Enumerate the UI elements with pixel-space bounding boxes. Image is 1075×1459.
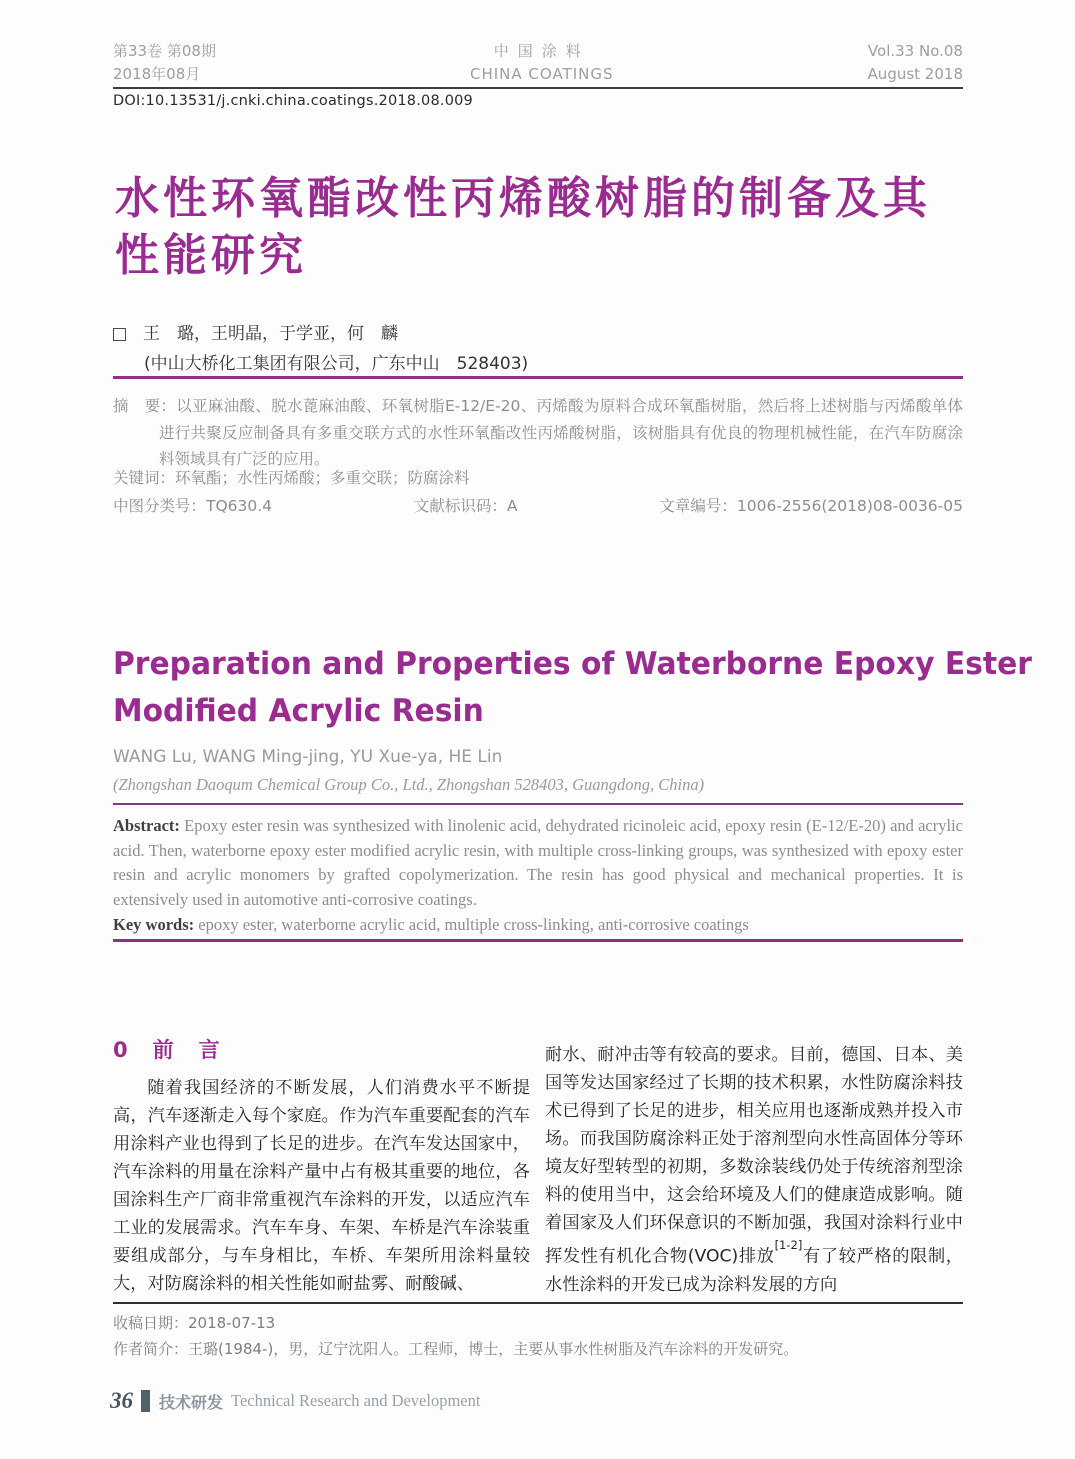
footer-section-cn: 技术研发	[159, 1392, 224, 1412]
keywords-cn-text: 环氧酯；水性丙烯酸；多重交联；防腐涂料	[175, 469, 470, 487]
article-title-cn	[115, 170, 995, 284]
abstract-en-label: Abstract:	[113, 816, 180, 835]
article-number: 文章编号：1006-2556(2018)08-0036-05	[659, 497, 963, 515]
keywords-en-label: Key words:	[113, 915, 195, 934]
authors-en: WANG Lu, WANG Ming-jing, YU Xue-ya, HE Lin	[113, 747, 503, 767]
divider-under-keywords	[113, 939, 963, 942]
header-left	[113, 40, 216, 86]
footnote-divider	[113, 1302, 963, 1304]
body-column-right	[545, 1041, 963, 1299]
article-title-en	[113, 641, 1032, 735]
divider-under-authors	[113, 376, 963, 379]
citation-ref-marker: [1-2]	[774, 1238, 803, 1252]
abstract-en-text: Epoxy ester resin was synthesized with linolenic acid, dehydrated ricinoleic acid, epoxy resin (E-12/E-20) and acrylic acid. Then, waterborne epoxy ester modified acrylic resin, with multiple cross-linking groups, was synthesized with epoxy ester resin and acrylic monomers by grafted copolymerization. The resin has good physical and mechanical properties. It is extensively used in automotive anti-corrosive coatings.	[113, 816, 963, 909]
date-cn: 2018年08月	[113, 65, 201, 83]
page-header	[113, 40, 963, 86]
affiliation-en: (Zhongshan Daoqum Chemical Group Co., Ltd., Zhongshan 528403, Guangdong, China)	[113, 775, 705, 794]
footer-divider-bar	[141, 1390, 150, 1412]
abstract-cn-label: 摘 要：	[113, 397, 177, 415]
received-date-note: 收稿日期：2018-07-13	[113, 1314, 276, 1332]
keywords-cn-label: 关键词：	[113, 469, 176, 487]
journal-title-en: CHINA COATINGS	[470, 65, 614, 83]
intro-paragraph-right-text: 耐水、耐冲击等有较高的要求。目前，德国、日本、美国等发达国家经过了长期的技术积累，水性防腐涂料技术已得到了长足的进步，相关应用也逐渐成熟并投入市场。而我国防腐涂料正处于溶剂型向水性高固体分等环境友好型转型的初期，多数涂装线仍处于传统溶剂型涂料的使用当中，这会给环境及人们的健康造成影响。随着国家及人们环保意识的不断加强，我国对涂料行业中挥发性有机化合物(VOC)排放	[545, 1045, 963, 1267]
body-column-left	[113, 1036, 530, 1298]
footer-section-en: Technical Research and Development	[231, 1391, 481, 1410]
intro-paragraph-left: 随着我国经济的不断发展，人们消费水平不断提高，汽车逐渐走入每个家庭。作为汽车重要配套的汽车用涂料产业也得到了长足的进步。在汽车发达国家中，汽车涂料的用量在涂料产量中占有极其重要的地位，各国涂料生产厂商非常重视汽车涂料的开发，以适应汽车工业的发展需求。汽车车身、车架、车桥是汽车涂装重要组成部分，与车身相比，车桥、车架所用涂料量较大，对防腐涂料的相关性能如耐盐雾、耐酸碱、	[113, 1078, 530, 1294]
intro-paragraph-right-text-after: 有了较严格的限制，水性涂料的开发已成为涂料发展的方向	[545, 1246, 963, 1295]
article-title-cn-line1: 水性环氧酯改性丙烯酸树脂的制备及其	[115, 173, 931, 224]
abstract-en	[113, 814, 963, 912]
keywords-en	[113, 915, 749, 935]
author-marker-icon	[113, 328, 126, 341]
authors-row	[113, 321, 528, 348]
divider-under-affiliation	[113, 803, 963, 805]
header-center	[470, 40, 614, 86]
header-divider	[113, 87, 963, 89]
authors-block	[113, 321, 528, 378]
page-number: 36	[110, 1388, 133, 1413]
article-title-en-line2: Modified Acrylic Resin	[113, 693, 484, 729]
affiliation-cn: (中山大桥化工集团有限公司，广东中山 528403)	[144, 354, 529, 374]
document-code: 文献标识码：A	[413, 497, 518, 515]
clc-number: 中图分类号：TQ630.4	[113, 497, 273, 515]
keywords-en-text: epoxy ester, waterborne acrylic acid, multiple cross-linking, anti-corrosive coatings	[194, 915, 749, 934]
volume-info-en: Vol.33 No.08	[867, 42, 963, 60]
doi-text: DOI:10.13531/j.cnki.china.coatings.2018.08.009	[113, 93, 473, 109]
abstract-cn	[113, 393, 963, 473]
authors-cn: 王 璐，王明晶，于学亚，何 麟	[143, 324, 398, 344]
volume-info-cn: 第33卷 第08期	[113, 42, 216, 60]
abstract-cn-text: 以亚麻油酸、脱水蓖麻油酸、环氧树脂E-12/E-20、丙烯酸为原料合成环氧酯树脂，然后将上述树脂与丙烯酸单体进行共聚反应制备具有多重交联方式的水性环氧酯改性丙烯酸树脂，该树脂具有优良的物理机械性能，在汽车防腐涂料领域具有广泛的应用。	[159, 397, 963, 468]
author-bio-note: 作者简介：王璐(1984-)，男，辽宁沈阳人。工程师，博士，主要从事水性树脂及汽车涂料的开发研究。	[113, 1340, 799, 1358]
keywords-cn	[113, 466, 470, 488]
footer-bar	[110, 1388, 480, 1414]
section-heading: 0 前 言	[113, 1038, 222, 1062]
date-en: August 2018	[867, 65, 963, 83]
article-title-en-line1: Preparation and Properties of Waterborne Epoxy Ester	[113, 646, 1032, 682]
article-title-cn-line2: 性能研究	[115, 230, 307, 281]
classification-row	[113, 494, 963, 516]
header-right	[868, 40, 963, 86]
journal-title-cn: 中国涂料	[493, 42, 590, 60]
intro-paragraph-right	[545, 1041, 963, 1299]
